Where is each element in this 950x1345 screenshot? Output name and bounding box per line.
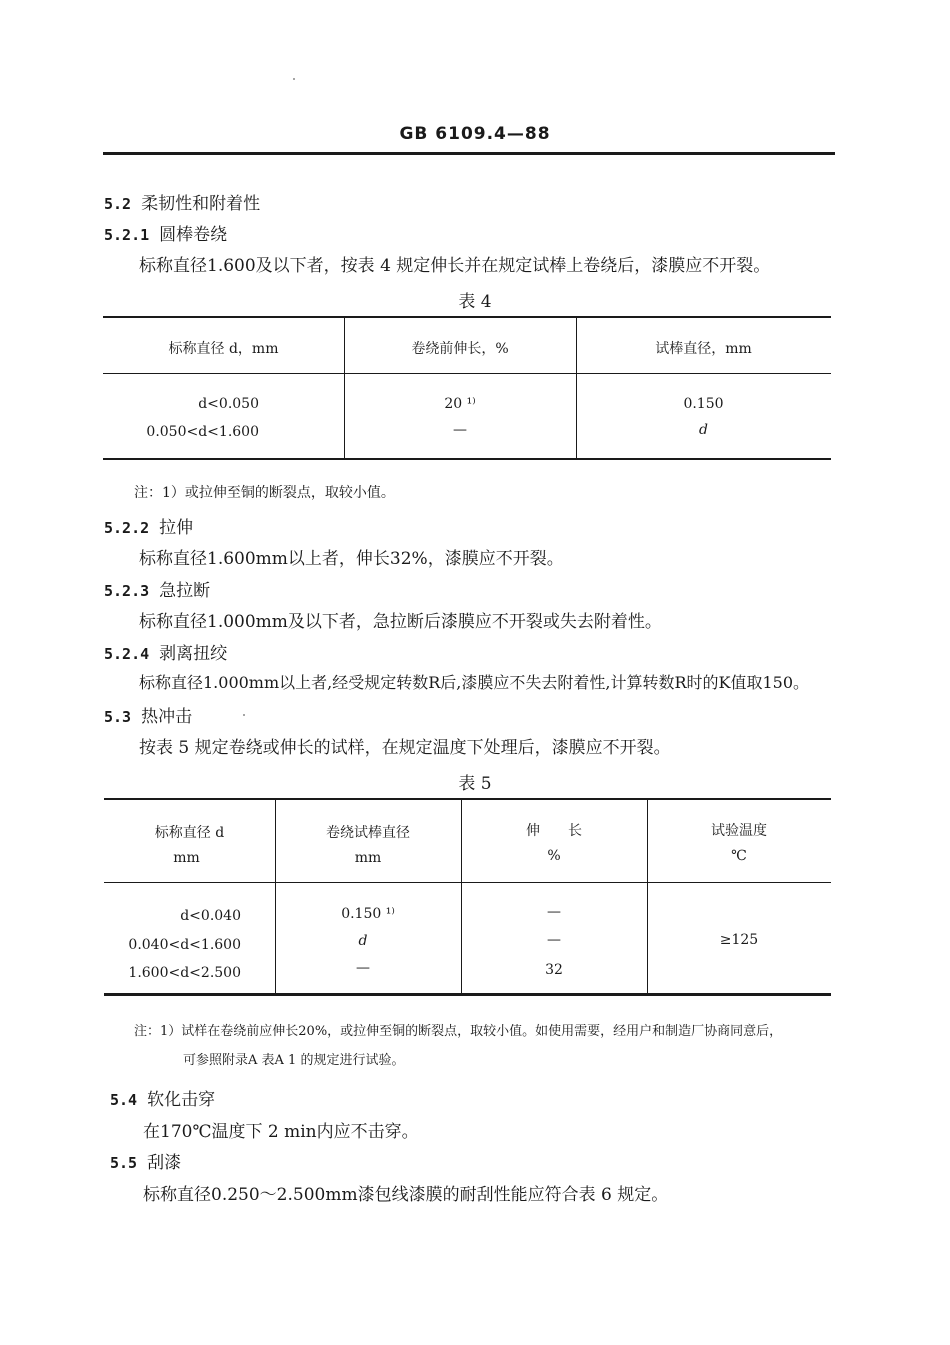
section-5-5-heading	[110, 1148, 181, 1173]
table5-header-unit: mm	[354, 850, 382, 866]
scan-speck	[293, 78, 295, 80]
section-number: 5.2.3	[104, 582, 150, 600]
table5	[104, 798, 831, 1000]
section-5-2-1-text: 标称直径1.600及以下者，按表 4 规定伸长并在规定试棒上卷绕后，漆膜应不开裂。	[139, 256, 771, 276]
section-5-2-heading	[104, 189, 260, 214]
section-5-2-3-text: 标称直径1.000mm及以下者，急拉断后漆膜应不开裂或失去附着性。	[139, 612, 662, 632]
table4-cell: d	[699, 422, 708, 438]
table5-temperature-cell: ≥125	[719, 932, 759, 948]
table5-top-rule	[104, 798, 831, 800]
section-5-2-1-heading	[104, 220, 227, 245]
table5-cell: 0.040<d<1.600	[128, 937, 241, 953]
table4-cell: 0.050<d<1.600	[146, 424, 259, 440]
section-number: 5.5	[110, 1154, 138, 1172]
section-number: 5.2.2	[104, 519, 150, 537]
table4-header-cell: 试棒直径，mm	[655, 341, 752, 357]
table5-note-line-2: 可参照附录A 表A 1 的规定进行试验。	[183, 1053, 405, 1068]
section-5-2-2-heading	[104, 513, 193, 538]
table5-header-rule	[104, 882, 831, 883]
table5-cell: —	[356, 960, 370, 976]
table4-note: 注：1）或拉伸至铜的断裂点，取较小值。	[134, 485, 395, 501]
header-rule	[103, 152, 835, 155]
table5-cell: d<0.040	[180, 908, 241, 924]
section-title: 软化击穿	[147, 1090, 216, 1110]
section-5-5-text: 标称直径0.250～2.500mm漆包线漆膜的耐刮性能应符合表 6 规定。	[143, 1185, 669, 1205]
table4-header-cell: 标称直径 d，mm	[168, 341, 279, 357]
section-title: 柔韧性和附着性	[141, 194, 261, 214]
section-number: 5.4	[110, 1091, 138, 1109]
section-number: 5.2.1	[104, 226, 150, 244]
table5-header-cell: 试验温度	[711, 823, 767, 839]
section-title: 热冲击	[141, 707, 193, 727]
table5-header-cell: 标称直径 d	[154, 825, 225, 841]
section-5-2-3-heading	[104, 576, 210, 601]
table5-cell: d	[358, 933, 368, 949]
table5-cell: —	[547, 932, 561, 948]
table4-header-rule	[103, 373, 831, 374]
section-number: 5.2	[104, 195, 132, 213]
table5-cell: —	[547, 904, 561, 920]
table5-header-cell: 卷绕试棒直径	[326, 825, 410, 841]
table5-bottom-rule	[104, 993, 831, 996]
table4-caption: 表 4	[458, 292, 492, 312]
section-title: 剥离扭绞	[159, 644, 228, 664]
scan-speck	[243, 714, 245, 716]
section-5-2-4-text: 标称直径1.000mm以上者,经受规定转数R后,漆膜应不失去附着性,计算转数R时的K值取150。	[139, 673, 809, 692]
table5-header-cell: 伸 长	[526, 823, 582, 839]
table4-top-rule	[103, 316, 831, 318]
table4-bottom-rule	[103, 458, 831, 460]
section-5-4-heading	[110, 1085, 215, 1110]
table4	[103, 316, 831, 461]
table4-cell: 20 ¹⁾	[444, 396, 476, 412]
table4-cell: —	[453, 422, 467, 438]
section-title: 急拉断	[159, 581, 211, 601]
section-5-3-heading	[104, 702, 192, 727]
table4-cell: 0.150	[683, 396, 724, 412]
section-5-2-4-heading	[104, 639, 227, 664]
section-title: 拉伸	[159, 518, 194, 538]
document-code: GB 6109.4—88	[399, 124, 551, 144]
table5-note-line-1: 注：1）试样在卷绕前应伸长20%，或拉伸至铜的断裂点，取较小值。如使用需要，经用户和制造厂协商同意后，	[134, 1024, 783, 1039]
table5-cell: 1.600<d<2.500	[128, 965, 241, 981]
table5-cell: 32	[545, 962, 563, 978]
table5-header-unit: mm	[173, 850, 200, 866]
table5-caption: 表 5	[458, 774, 492, 794]
section-5-4-text: 在170℃温度下 2 min内应不击穿。	[143, 1122, 419, 1142]
section-5-3-text: 按表 5 规定卷绕或伸长的试样，在规定温度下处理后，漆膜应不开裂。	[139, 738, 671, 758]
table5-header-unit: %	[547, 848, 561, 864]
table5-header-unit: ℃	[731, 848, 747, 864]
section-number: 5.2.4	[104, 645, 150, 663]
section-5-2-2-text: 标称直径1.600mm以上者，伸长32%，漆膜应不开裂。	[139, 549, 564, 569]
table5-cell: 0.150 ¹⁾	[341, 906, 395, 922]
section-number: 5.3	[104, 708, 132, 726]
section-title: 圆棒卷绕	[159, 225, 228, 245]
table4-cell: d<0.050	[198, 396, 259, 412]
table4-header-cell: 卷绕前伸长，%	[411, 341, 509, 357]
section-title: 刮漆	[147, 1153, 182, 1173]
